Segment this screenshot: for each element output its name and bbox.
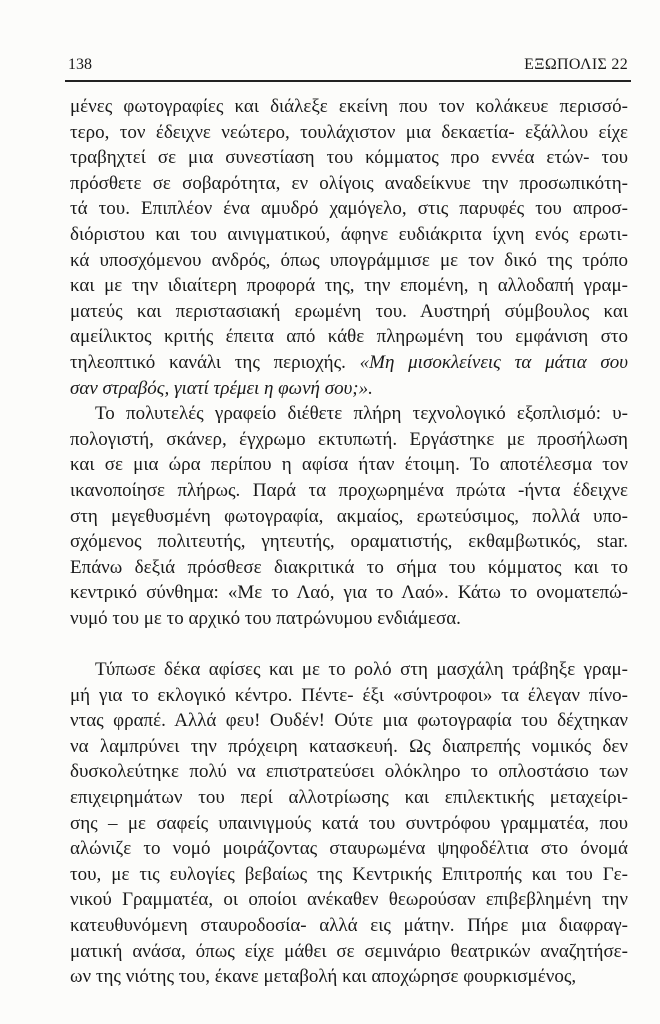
- text-segment: κά υποσχόμενου ανδρός, όπως υπογράμμισε με τον δικό της τρόπο: [70, 249, 628, 271]
- text-segment: πολογιστή, σκάνερ, έγχρωμο εκτυπωτή. Εργάστηκε με προσήλωση: [70, 428, 628, 450]
- text-segment: και σε μια ώρα περίπου η αφίσα ήταν έτοιμη. Το αποτέλεσμα τον: [70, 454, 628, 476]
- text-line: [70, 606, 628, 632]
- text-line: [70, 452, 628, 478]
- text-line: [70, 94, 628, 120]
- text-line: [70, 708, 628, 734]
- text-segment: ντας φραπέ. Αλλά φευ! Ουδέν! Ούτε μια φωτογραφία του δέχτηκαν: [70, 710, 628, 732]
- body-text: [70, 94, 628, 990]
- text-segment: μένες φωτογραφίες και διάλεξε εκείνη που τον κολάκευε περισσό-: [70, 96, 628, 117]
- text-segment: αμείλικτος κριτής έπειτα από κάθε πληρωμένη του εμφάνιση στο: [70, 326, 628, 348]
- text-line: [70, 120, 628, 146]
- text-segment: πρόσθετε σε σοβαρότητα, εν ολίγοις αναδείκνυε την προσωπικότη-: [70, 172, 628, 194]
- page-number: 138: [68, 56, 92, 73]
- text-segment: τά του. Επιπλέον ένα αμυδρό χαμόγελο, στις παρυφές του απροσ-: [70, 198, 628, 220]
- text-line: [70, 657, 628, 683]
- text-segment: ων της νιότης του, έκανε μεταβολή και αποχώρησε φουρκισμένος,: [70, 966, 577, 988]
- text-line: [70, 222, 628, 248]
- text-segment: σχόμενος πολιτευτής, γητευτής, οραματιστής, εκθαμβωτικός, star.: [70, 531, 628, 553]
- text-segment: κεντρικό σύνθημα: «Με το Λαό, για το Λαό». Κάτω το ονοματεπώ-: [70, 582, 628, 604]
- text-line: [70, 555, 628, 581]
- paragraph: [70, 657, 628, 990]
- text-line: [70, 299, 628, 325]
- text-segment: κατευθυνόμενη σταυροδοσία- αλλά εις μάτην. Πήρε μια διαφραγ-: [70, 915, 628, 936]
- paragraph-gap: [70, 631, 628, 657]
- text-segment: του, με τις ευλογίες βεβαίως της Κεντρικής Επιτροπής και του Γε-: [70, 863, 628, 885]
- text-segment: αλώνιζε το νομό μοιράζοντας σταυρωμένα ψηφοδέλτια στο όνομά: [70, 838, 628, 860]
- text-line: [70, 273, 628, 299]
- text-line: [70, 862, 628, 888]
- text-segment: μή για το εκλογικό κέντρο. Πέντε- έξι «σύντροφοι» τα έλεγαν πίνο-: [70, 684, 628, 706]
- text-line: [70, 683, 628, 709]
- text-line: [70, 785, 628, 811]
- text-line: [70, 196, 628, 222]
- text-segment: στη μεγεθυσμένη φωτογραφία, ακμαίος, ερωτεύσιμος, πολλά υπο-: [70, 505, 628, 527]
- text-line: [70, 248, 628, 274]
- text-line: [70, 811, 628, 837]
- text-line: [70, 939, 628, 965]
- text-line: [70, 478, 628, 504]
- text-line: [70, 350, 628, 376]
- italic-quote: «Μη μισοκλείνεις τα μάτια σου: [359, 351, 628, 373]
- text-segment: σης – με σαφείς υπαινιγμούς κατά του συντρόφου γραμματέα, που: [70, 812, 628, 834]
- text-segment: διόριστου και του αινιγματικού, άφηνε ευδιάκριτα ίχνη ενός ερωτι-: [70, 223, 628, 245]
- text-line: [70, 504, 628, 530]
- text-segment: επιχειρημάτων του περί αλλοτρίωσης και επιλεκτικής μεταχείρι-: [70, 787, 628, 809]
- text-segment: νικού Γραμματέα, οι οποίοι ανέκαθεν θεωρούσαν επιβεβλημένη την: [70, 889, 628, 911]
- text-segment: δυσκολεύτηκε πολύ να επιστρατεύσει ολόκληρο το οπλοστάσιο των: [70, 761, 628, 783]
- text-segment: τραβηχτεί σε μια συνεστίαση του κόμματος προ εννέα ετών- του: [70, 147, 628, 169]
- text-segment: Τύπωσε δέκα αφίσες και με το ρολό στη μασχάλη τράβηξε γραμ-: [95, 659, 628, 681]
- running-title: ΕΞΩΠΟΛΙΣ 22: [524, 56, 628, 73]
- text-line: [70, 324, 628, 350]
- text-line: [70, 913, 628, 939]
- text-line: [70, 836, 628, 862]
- text-segment: να λαμπρύνει την πρόχειρη κατασκευή. Ως διαπρεπής νομικός δεν: [70, 735, 628, 757]
- italic-quote: σαν στραβός, γιατί τρέμει η φωνή σου;».: [70, 377, 373, 399]
- text-segment: τηλεοπτικό κανάλι της περιοχής.: [70, 351, 360, 373]
- text-segment: τερο, τον έδειχνε νεώτερο, τουλάχιστον μια δεκαετία- εξάλλου είχε: [70, 121, 628, 143]
- header-rule: [65, 80, 631, 82]
- text-line: [70, 427, 628, 453]
- text-line: [70, 171, 628, 197]
- text-line: [70, 964, 628, 990]
- text-line: [70, 759, 628, 785]
- text-segment: Επάνω δεξιά πρόσθεσε διακριτικά το σήμα του κόμματος και το: [70, 556, 628, 578]
- text-line: [70, 529, 628, 555]
- running-header: [68, 56, 628, 78]
- text-line: [70, 145, 628, 171]
- text-line: [70, 734, 628, 760]
- paragraph: [70, 94, 628, 401]
- text-segment: ματεύς και περιστασιακή ερωμένη του. Αυστηρή σύμβουλος και: [70, 300, 628, 322]
- paragraph: [70, 401, 628, 631]
- text-line: [70, 887, 628, 913]
- text-segment: νυμό του με το αρχικό του πατρώνυμου ενδιάμεσα.: [70, 607, 461, 629]
- text-segment: και με την ιδιαίτερη προφορά της, την επομένη, η αλλοδαπή γραμ-: [70, 275, 628, 297]
- text-line: [70, 580, 628, 606]
- text-segment: ικανοποίησε πλήρως. Παρά τα προχωρημένα πρώτα -ήντα έδειχνε: [70, 479, 628, 501]
- text-line: [70, 376, 628, 402]
- text-segment: ματική ανάσα, όπως είχε μάθει σε σεμινάριο θεατρικών αναζητήσε-: [70, 940, 628, 962]
- text-segment: Το πολυτελές γραφείο διέθετε πλήρη τεχνολογικό εξοπλισμό: υ-: [95, 403, 628, 425]
- text-line: [70, 401, 628, 427]
